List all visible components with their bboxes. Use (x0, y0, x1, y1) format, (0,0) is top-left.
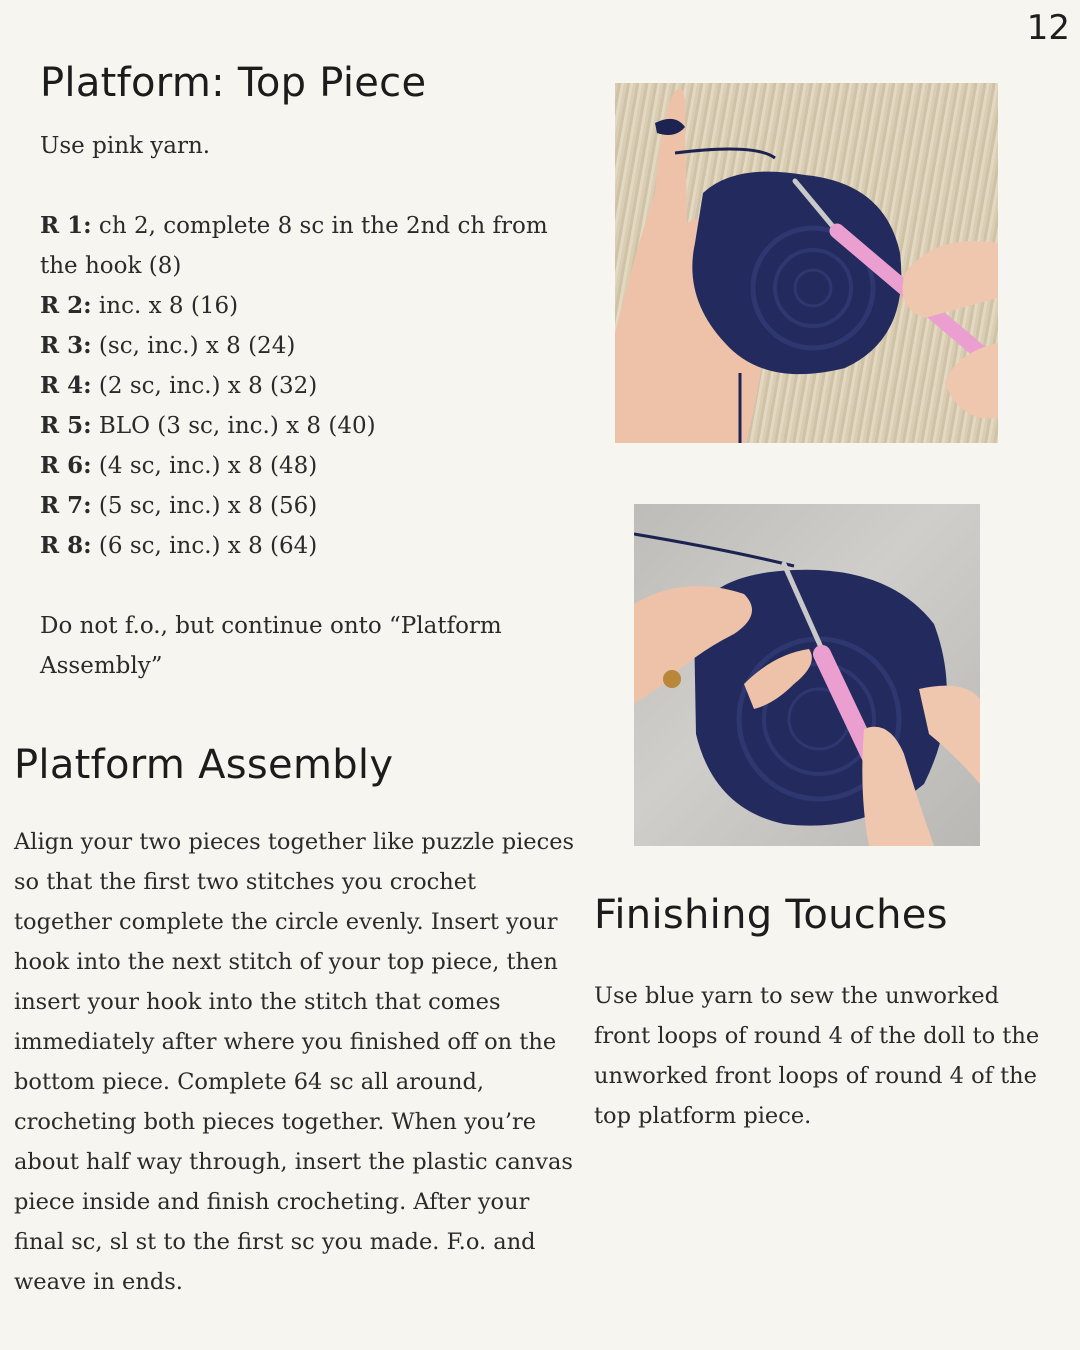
round-row (40, 486, 580, 526)
round-row (40, 366, 580, 406)
round-text: (2 sc, inc.) x 8 (32) (91, 373, 318, 399)
round-text: (4 sc, inc.) x 8 (48) (91, 453, 318, 479)
round-label: R 5: (40, 412, 92, 439)
round-label: R 6: (40, 452, 92, 479)
round-row (40, 206, 580, 286)
top-piece-intro (40, 126, 580, 166)
round-label: R 1: (40, 212, 92, 239)
round-text: ch 2, complete 8 sc in the 2nd ch from the hook (8) (40, 213, 548, 279)
crochet-photo-top-image (615, 83, 998, 443)
round-label: R 7: (40, 492, 92, 519)
finishing-text: Use blue yarn to sew the unworked front loops of round 4 of the doll to the unworked front loops of round 4 of the top platform piece. (594, 983, 1040, 1129)
round-text: (sc, inc.) x 8 (24) (91, 333, 296, 359)
round-text: BLO (3 sc, inc.) x 8 (40) (91, 413, 376, 439)
round-row (40, 406, 580, 446)
top-piece-outro (40, 606, 560, 686)
crochet-photo-bottom (634, 504, 980, 846)
round-text: inc. x 8 (16) (91, 293, 239, 319)
assembly-text: Align your two pieces together like puzzle pieces so that the first two stitches you crochet together complete the circle evenly. Insert your hook into the next stitch of your top piece, then insert your hook into the stitch that comes immediately after where you finished off on the bottom piece. Complete 64 sc all around, crocheting both pieces together. When you’re about half way through, insert the plastic canvas piece inside and finish crocheting. After your final sc, sl st to the first sc you made. F.o. and weave in ends. (14, 829, 575, 1295)
crochet-photo-top (615, 83, 998, 443)
assembly-body (14, 822, 580, 1302)
finishing-heading: Finishing Touches (594, 892, 948, 938)
round-label: R 3: (40, 332, 92, 359)
top-piece-heading: Platform: Top Piece (40, 60, 427, 106)
round-label: R 8: (40, 532, 92, 559)
outro-text: Do not f.o., but continue onto “Platform Assembly” (40, 613, 502, 679)
finishing-body (594, 976, 1044, 1136)
round-text: (6 sc, inc.) x 8 (64) (91, 533, 318, 559)
assembly-heading: Platform Assembly (14, 742, 394, 788)
rounds-list (40, 206, 580, 566)
round-row (40, 326, 580, 366)
intro-text: Use pink yarn. (40, 133, 211, 159)
round-row (40, 446, 580, 486)
round-row (40, 526, 580, 566)
round-label: R 4: (40, 372, 92, 399)
round-label: R 2: (40, 292, 92, 319)
page-number: 12 (1026, 8, 1070, 48)
crochet-photo-bottom-image (634, 504, 980, 846)
round-text: (5 sc, inc.) x 8 (56) (91, 493, 318, 519)
round-row (40, 286, 580, 326)
